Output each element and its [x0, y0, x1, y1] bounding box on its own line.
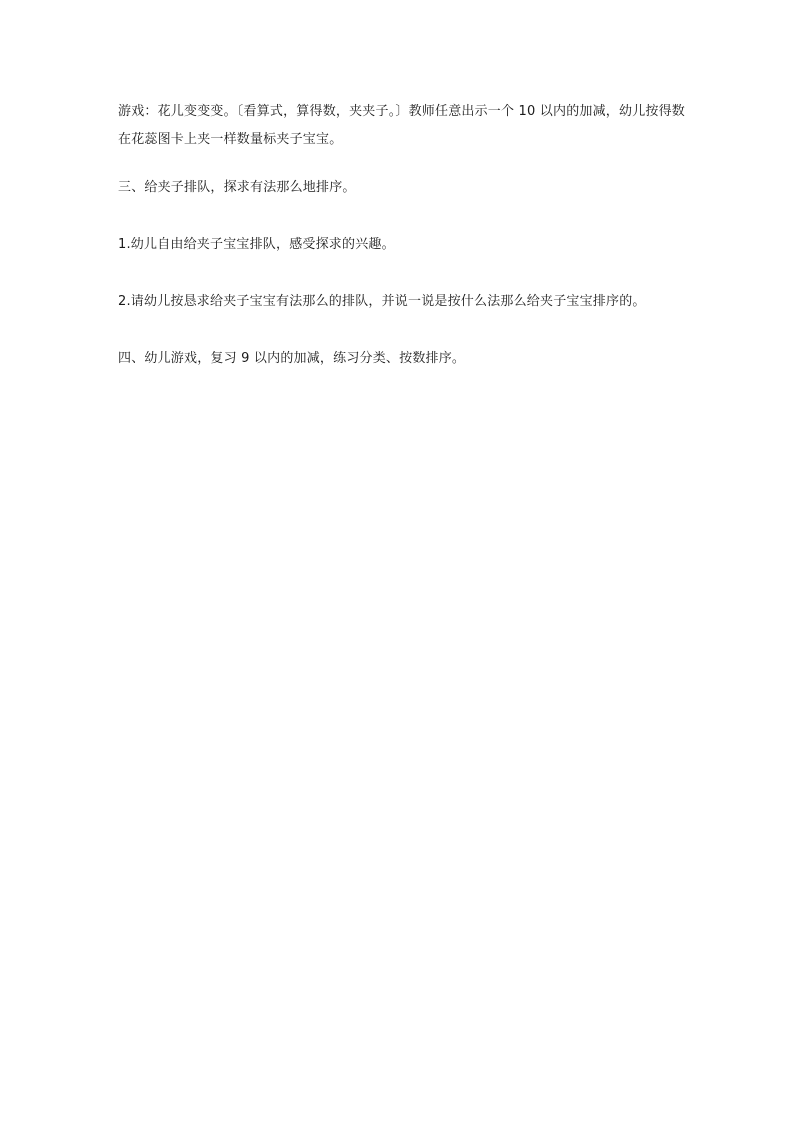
paragraph-section-three: 三、给夹子排队，探求有法那么地排序。	[118, 180, 356, 195]
paragraph-step-two: 2.请幼儿按恳求给夹子宝宝有法那么的排队，并说一说是按什么法那么给夹子宝宝排序的。	[118, 294, 646, 309]
paragraph-game-flower: 游戏：花儿变变变。〔看算式，算得数，夹夹子。〕教师任意出示一个 10 以内的加减，幼儿按得数在花蕊图卡上夹一样数量标夹子宝宝。	[118, 104, 686, 147]
paragraph-section-four: 四、幼儿游戏，复习 9 以内的加减，练习分类、按数排序。	[118, 351, 466, 366]
paragraph-step-one: 1.幼儿自由给夹子宝宝排队，感受探求的兴趣。	[118, 237, 395, 252]
document-body	[118, 98, 690, 373]
